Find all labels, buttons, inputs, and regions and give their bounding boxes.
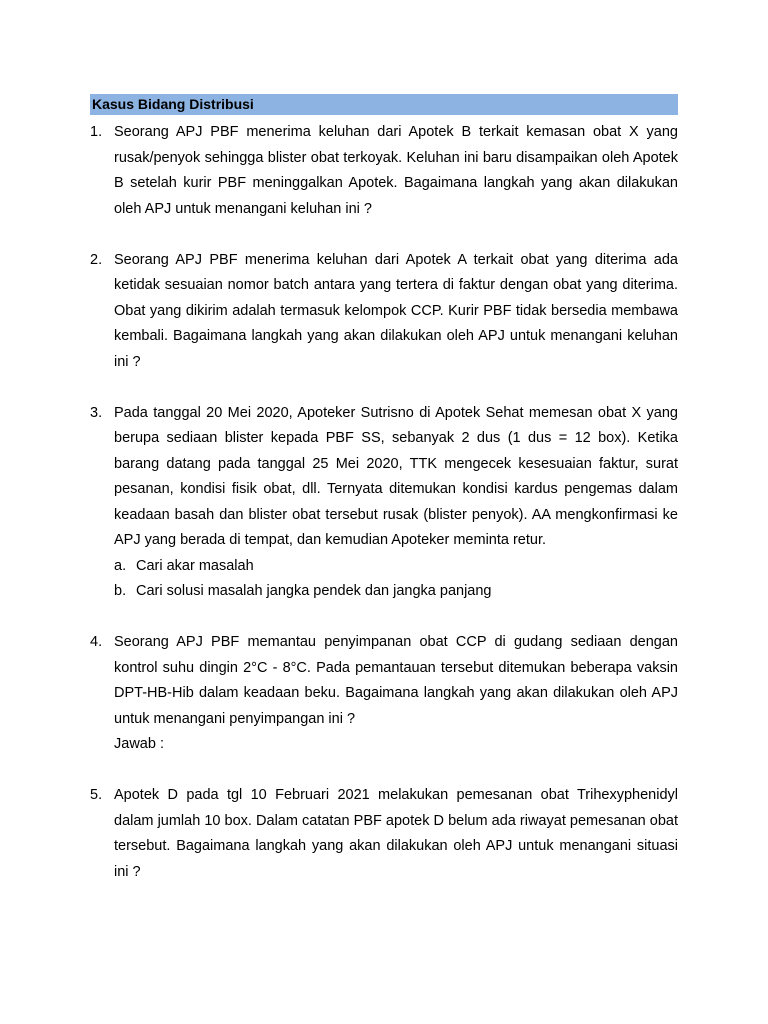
case-text: Pada tanggal 20 Mei 2020, Apoteker Sutrisno di Apotek Sehat memesan obat X yang berupa sediaan blister kepada PBF SS, sebanyak 2 dus (1 dus = 12 box). Ketika barang datang pada tanggal 25 Mei 2020, TTK mengecek kesesuaian faktur, surat pesanan, kondisi fisik obat, dll. Ternyata ditemukan kondisi kardus pengemas dalam keadaan basah dan blister obat tersebut rusak (blister penyok). AA mengkonfirmasi ke APJ yang berada di tempat, dan kemudian Apoteker meminta retur.	[114, 404, 678, 548]
sub-item-a	[114, 554, 678, 580]
case-item-4	[90, 630, 678, 758]
case-item-3	[90, 401, 678, 605]
sub-item-letter: a.	[114, 557, 127, 574]
case-item-5	[90, 783, 678, 885]
section-heading: Kasus Bidang Distribusi	[90, 94, 678, 115]
case-number: 4.	[90, 634, 103, 650]
sub-item-text: Cari solusi masalah jangka pendek dan jangka panjang	[136, 583, 492, 599]
sub-item-text: Cari akar masalah	[136, 557, 254, 574]
case-text: Seorang APJ PBF menerima keluhan dari Apotek A terkait obat yang diterima ada ketidak sesuaian nomor batch antara yang tertera di faktur dengan obat yang diterima. Obat yang dikirim adalah termasuk kelompok CCP. Kurir PBF tidak bersedia membawa kembali. Bagaimana langkah yang akan dilakukan oleh APJ untuk menangani keluhan ini ?	[114, 251, 678, 370]
case-item-2	[90, 248, 678, 376]
case-text: Seorang APJ PBF memantau penyimpanan obat CCP di gudang sediaan dengan kontrol suhu dingin 2°C - 8°C. Pada pemantauan tersebut ditemukan beberapa vaksin DPT-HB-Hib dalam keadaan beku. Bagaimana langkah yang akan dilakukan oleh APJ untuk menangani penyimpangan ini ?	[114, 634, 678, 727]
answer-label: Jawab :	[114, 736, 164, 752]
case-text: Seorang APJ PBF menerima keluhan dari Apotek B terkait kemasan obat X yang rusak/penyok sehingga blister obat terkoyak. Keluhan ini baru disampaikan oleh Apotek B setelah kurir PBF meninggalkan Apotek. Bagaimana langkah yang akan dilakukan oleh APJ untuk menangani keluhan ini ?	[114, 124, 678, 217]
case-number: 2.	[90, 251, 103, 268]
case-list	[90, 120, 678, 911]
case-number: 5.	[90, 787, 103, 803]
case-number: 1.	[90, 124, 103, 140]
case-item-1	[90, 120, 678, 222]
sub-item-letter: b.	[114, 583, 127, 599]
case-text: Apotek D pada tgl 10 Februari 2021 melakukan pemesanan obat Trihexyphenidyl dalam jumlah 10 box. Dalam catatan PBF apotek D belum ada riwayat pemesanan obat tersebut. Bagaimana langkah yang akan dilakukan oleh APJ untuk menangani situasi ini ?	[114, 787, 678, 880]
sub-item-b	[114, 579, 678, 605]
case-number: 3.	[90, 404, 103, 421]
